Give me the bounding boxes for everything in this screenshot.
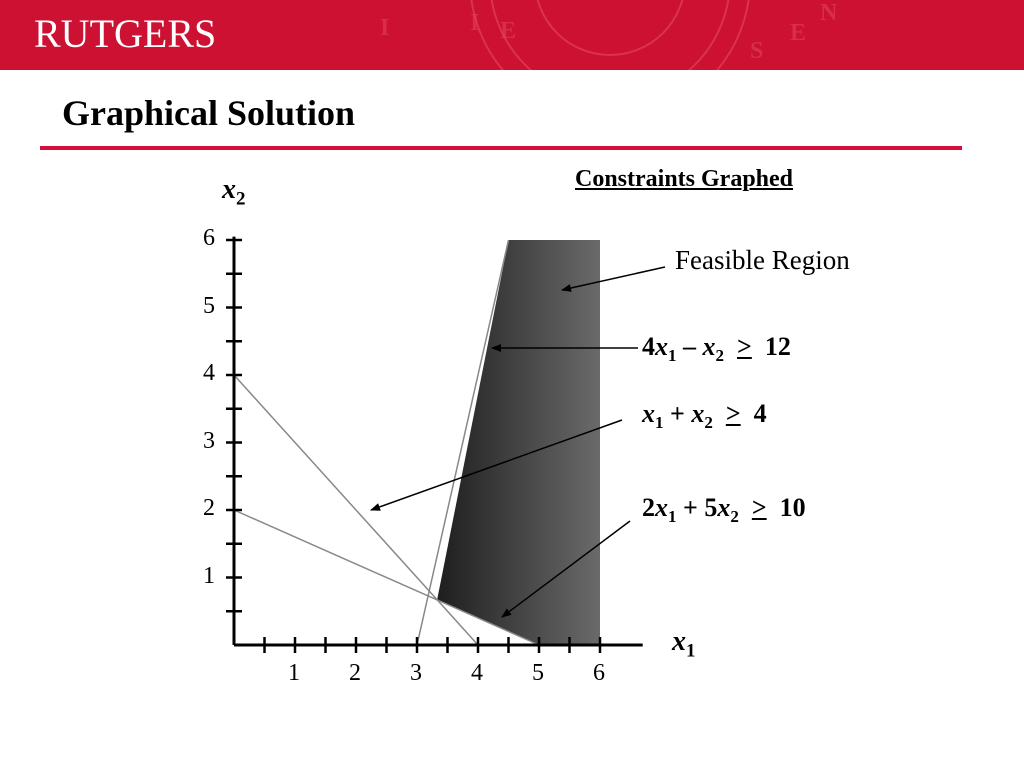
svg-text:I: I	[380, 15, 390, 41]
variable: x	[655, 332, 668, 361]
right-hand-side: 4	[753, 399, 767, 428]
operator: +	[663, 399, 692, 428]
x-axis-label-subscript: 1	[686, 640, 696, 662]
feasible-region-area	[437, 240, 600, 645]
right-hand-side: 12	[764, 332, 791, 361]
y-tick-label: 4	[203, 360, 215, 386]
y-tick-label: 5	[203, 292, 215, 319]
variable: x	[702, 332, 716, 361]
svg-text:S: S	[750, 38, 764, 64]
page-title: Graphical Solution	[62, 93, 356, 133]
subscript: 2	[730, 507, 739, 527]
x-tick-label: 2	[349, 660, 361, 686]
subscript: 1	[668, 507, 677, 527]
subscript: 1	[655, 413, 664, 433]
rutgers-logo: RUTGERS	[34, 11, 217, 56]
y-tick-label: 6	[203, 225, 215, 251]
coefficient: 4	[642, 332, 655, 361]
subscript: 1	[668, 346, 677, 366]
y-axis-label	[222, 174, 246, 211]
variable: x	[717, 493, 731, 522]
x-tick-label: 6	[593, 660, 605, 686]
greater-equal-sign: >	[737, 332, 752, 361]
y-tick-label: 3	[203, 427, 215, 454]
y-axis-label-subscript: 2	[236, 188, 246, 210]
constraint-label-2	[642, 399, 767, 433]
x-axis-label	[672, 626, 696, 663]
x-tick-label: 3	[410, 660, 422, 686]
x-tick-label: 4	[471, 660, 483, 686]
y-tick-label: 1	[203, 562, 215, 589]
svg-text:E: E	[500, 18, 517, 44]
svg-text:E: E	[790, 20, 807, 46]
operator: +	[676, 493, 705, 522]
variable: x	[691, 399, 705, 428]
constraint-line-2	[234, 375, 478, 645]
operator: –	[676, 332, 703, 361]
constraint-label-3	[642, 493, 806, 527]
constraints-heading: Constraints Graphed	[575, 166, 794, 192]
coefficient: 5	[704, 493, 718, 522]
x-tick-label: 5	[532, 660, 544, 686]
right-hand-side: 10	[779, 493, 806, 522]
svg-text:N: N	[820, 0, 838, 26]
greater-equal-sign: >	[751, 493, 767, 522]
variable: x	[642, 399, 655, 428]
x-axis-label-variable: x	[672, 626, 686, 657]
feasible-region-label: Feasible Region	[675, 245, 850, 275]
x-tick-label: 1	[288, 660, 300, 686]
y-tick-label: 2	[203, 495, 215, 521]
svg-text:I: I	[470, 10, 480, 36]
constraint-label-1	[642, 332, 791, 366]
subscript: 2	[715, 346, 724, 366]
variable: x	[655, 493, 668, 522]
coefficient: 2	[642, 493, 655, 522]
y-axis-label-variable: x	[222, 174, 236, 205]
greater-equal-sign: >	[725, 399, 741, 428]
subscript: 2	[704, 413, 713, 433]
